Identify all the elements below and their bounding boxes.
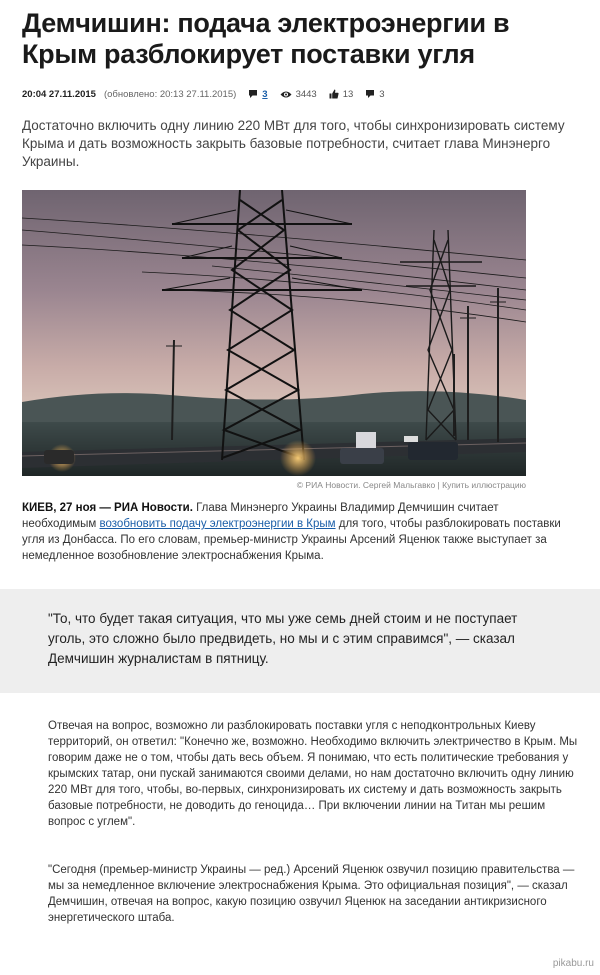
views-stat: [280, 89, 317, 100]
updated-time: (обновлено: 20:13 27.11.2015): [103, 88, 237, 100]
article-photo[interactable]: [22, 190, 526, 476]
share-icon[interactable]: [365, 89, 375, 99]
article-meta: [22, 87, 385, 101]
paragraph-1-text-b: для того, чтобы разблокировать поставки угля из Донбасса. По его словам, премьер-министр Украины Арсений Яценюк также выступает за немедленное возобновление электроснабжения Крыма.: [22, 518, 561, 562]
eye-icon: [280, 90, 292, 99]
paragraph-1-text-a: Глава Минэнерго Украины Владимир Демчишин считает необходимым: [22, 502, 499, 530]
comments-count[interactable]: 3: [262, 88, 268, 100]
inline-link[interactable]: возобновить подачу электроэнергии в Крым: [99, 518, 336, 530]
dateline: КИЕВ, 27 ноя — РИА Новости.: [22, 502, 193, 514]
quote-block: [0, 589, 600, 693]
photo-credit[interactable]: © РИА Новости. Сергей Мальгавко | Купить иллюстрацию: [296, 480, 526, 490]
views-count: 3443: [295, 88, 317, 100]
likes-count: 13: [342, 88, 354, 100]
article-paragraph-3: "Сегодня (премьер-министр Украины — ред.) Арсений Яценюк озвучил позицию правительства — мы за немедленное включение электроснабжения Крыма. Это официальная позиция", — сказал Демчишин, отвечая на вопрос, какую позицию озвучил Яценюк на заседании антикризисного энергетического штаба.: [48, 864, 575, 924]
comments-stat[interactable]: [248, 89, 267, 100]
publish-time: 20:04 27.11.2015: [22, 88, 96, 100]
thumbs-up-icon[interactable]: [329, 89, 339, 99]
shares-stat[interactable]: [365, 89, 384, 100]
article-lead: Достаточно включить одну линию 220 МВт для того, чтобы синхронизировать систему Крыма и дать возможность закрыть базовые потребности, считает глава Минэнерго Украины.: [22, 118, 565, 169]
site-watermark: pikabu.ru: [552, 958, 594, 969]
article-paragraph-2: Отвечая на вопрос, возможно ли разблокировать поставки угля с неподконтрольных Киеву территорий, он ответил: "Конечно же, возможно. Необходимо включить электричество в Крым. Мы говорим даже не о том, чтобы дать весь объем. Я понимаю, что есть политические требования у крымских татар, они пускай занимаются своими делами, но нам достаточно включить одну линию 220 МВт для того, чтобы, во-первых, синхронизировать их систему и дать возможность закрыть базовые потребности, не доводить до геноцида… При включении линии на Титан мы решим вопрос с углем".: [48, 720, 578, 828]
likes-stat[interactable]: [329, 89, 354, 100]
article-title: Демчишин: подача электроэнергии в Крым разблокирует поставки угля: [22, 8, 510, 69]
quote-text: "То, что будет такая ситуация, что мы уже семь дней стоим и не поступает уголь, это сложно было предвидеть, но мы и с этим справимся", — сказал Демчишин журналистам в пятницу.: [48, 611, 518, 666]
comment-icon: [248, 89, 258, 99]
article-paragraph-1: [22, 500, 562, 564]
shares-count: 3: [379, 88, 385, 100]
